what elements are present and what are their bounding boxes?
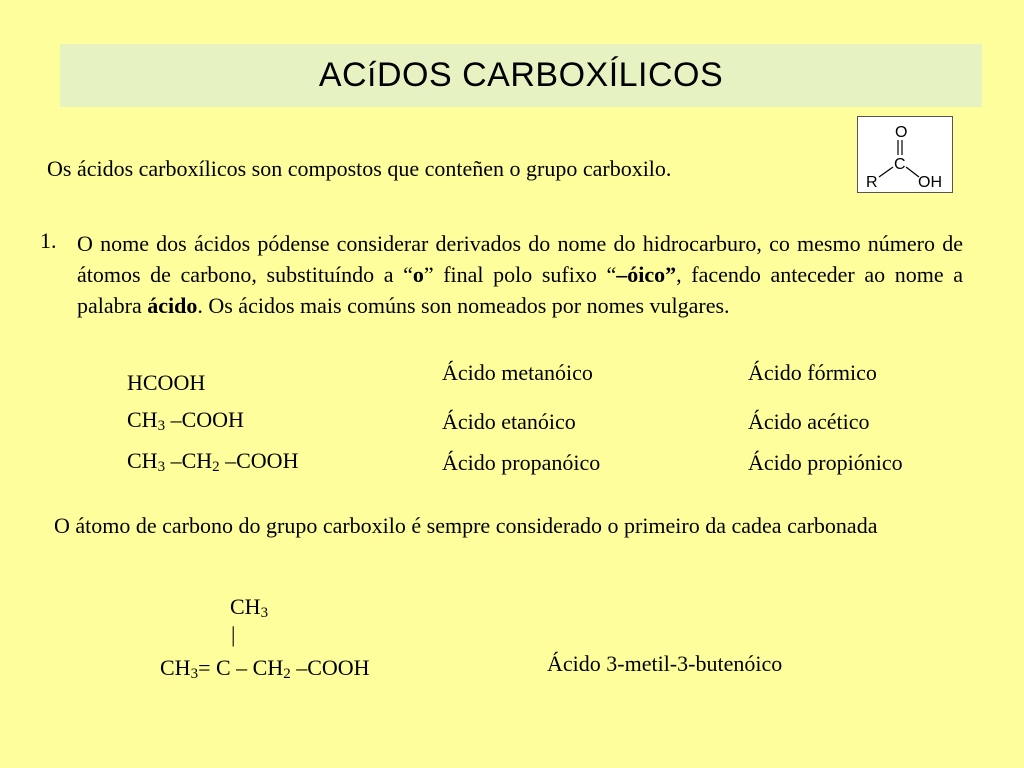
- iupac-name-cell: Ácido metanóico: [442, 360, 593, 385]
- naming-rule-paragraph: [77, 228, 963, 321]
- formula-text: –COOH: [219, 448, 299, 473]
- main-subscript-1: 3: [190, 666, 199, 682]
- formula-text: –CH: [165, 448, 213, 473]
- formula-text: CH: [127, 407, 158, 432]
- example-branch-formula: [230, 594, 268, 620]
- common-name-cell: Ácido acético: [748, 409, 870, 434]
- main-subscript-2: 2: [283, 666, 291, 682]
- rule-bold-o: o: [412, 262, 424, 287]
- formula-subscript: 3: [157, 459, 166, 475]
- formula-subscript: 3: [157, 418, 166, 434]
- formula-cell: [127, 407, 244, 433]
- rule-text-3: , facendo anteceder ao nome a palabra: [77, 262, 963, 318]
- carbon-numbering-note: O átomo de carbono do grupo carboxilo é sempre considerado o primeiro da cadea carbonada: [54, 513, 878, 538]
- list-number: 1.: [40, 228, 57, 253]
- rule-bold-acido: ácido: [147, 293, 198, 318]
- example-acid-name: Ácido 3-metil-3-butenóico: [547, 651, 783, 676]
- example-vertical-bond: |: [231, 622, 236, 647]
- carboxyl-structure-diagram: [858, 117, 952, 192]
- formula-text: –COOH: [165, 407, 244, 432]
- iupac-name-cell: Ácido propanóico: [442, 450, 601, 475]
- main-double-bond-part: = C – CH: [198, 655, 284, 680]
- formula-text: CH: [127, 448, 158, 473]
- atom-r: R: [866, 174, 878, 191]
- main-ch: CH: [160, 655, 191, 680]
- branch-subscript: 3: [260, 605, 269, 621]
- atom-c: C: [894, 156, 906, 173]
- atom-oh: OH: [918, 174, 942, 191]
- common-name-cell: Ácido propiónico: [748, 450, 903, 475]
- branch-ch: CH: [230, 594, 261, 619]
- rule-bold-suffix: –óico”: [616, 262, 677, 287]
- bond-r-c: [879, 167, 893, 177]
- rule-text-2: ” final polo sufixo “: [423, 262, 617, 287]
- formula-cell: [127, 370, 205, 396]
- carboxyl-structure-image: [857, 116, 953, 193]
- main-cooh: –COOH: [290, 655, 370, 680]
- formula-subscript: 2: [212, 459, 220, 475]
- intro-text: Os ácidos carboxílicos son compostos que conteñen o grupo carboxilo.: [47, 156, 672, 181]
- rule-text-1: O nome dos ácidos pódense considerar derivados do nome do hidrocarburo, co mesmo número de átomos de carbono, substituíndo a “: [77, 231, 963, 287]
- example-main-formula: [160, 655, 370, 681]
- page-title: ACíDOS CARBOXÍLICOS: [318, 56, 724, 94]
- atom-o: O: [895, 124, 908, 141]
- title-banner: [60, 44, 982, 107]
- formula-text: HCOOH: [127, 370, 206, 395]
- common-name-cell: Ácido fórmico: [748, 360, 877, 385]
- formula-cell: [127, 448, 298, 474]
- iupac-name-cell: Ácido etanóico: [442, 409, 576, 434]
- rule-text-4: . Os ácidos mais comúns son nomeados por nomes vulgares.: [197, 293, 730, 318]
